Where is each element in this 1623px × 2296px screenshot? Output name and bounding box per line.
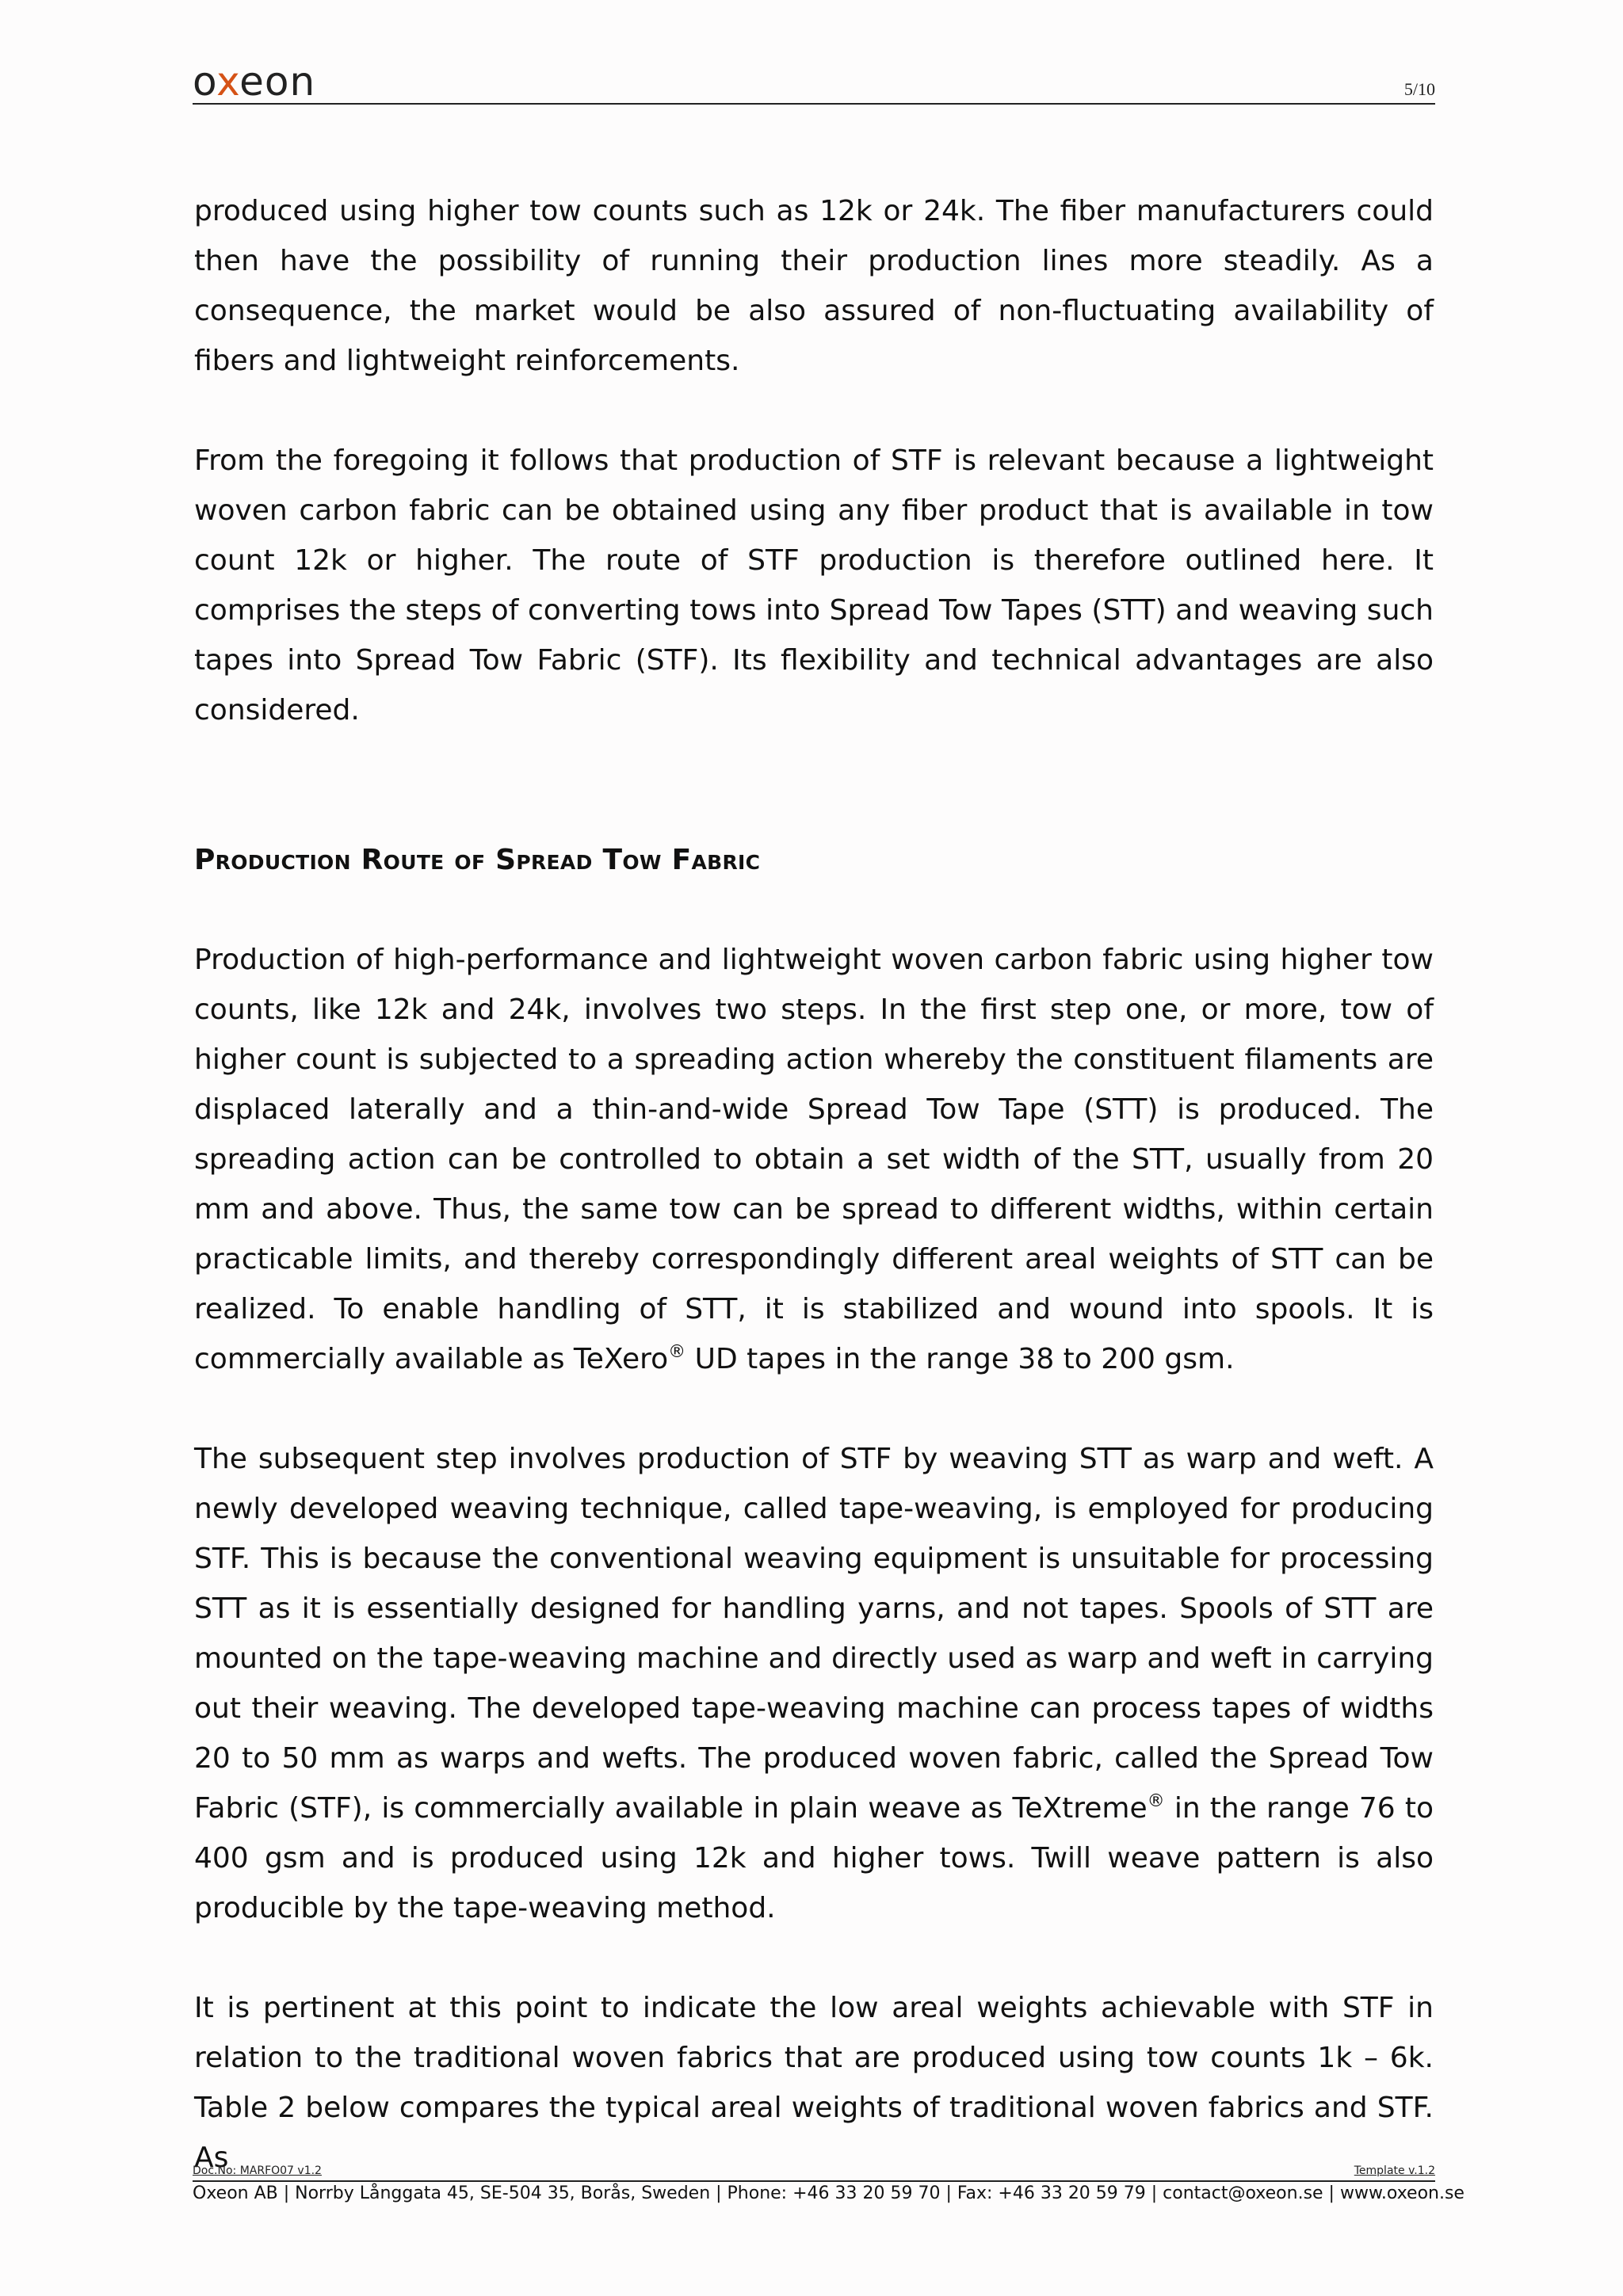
page-header bbox=[193, 59, 1435, 105]
footer-meta bbox=[193, 2164, 1435, 2182]
paragraph-4: The subsequent step involves production of STF by weaving STT as warp and weft. A newly developed weaving technique, called tape-weaving, is employed for producing STF. This is because the conventional weaving equipment is unsuitable for processing STT as it is essentially designed for handling yarns, and not tapes. Spools of STT are mounted on the tape-weaving machine and directly used as warp and weft in carrying out their weaving. The developed tape-weaving machine can process tapes of widths 20 to 50 mm as warps and wefts. The produced woven fabric, called the Spread Tow Fabric (STF), is commercially available in plain weave as TeXtreme® in the range 76 to 400 gsm and is produced using 12k and higher tows. Twill weave pattern is also producible by the tape-weaving method. bbox=[194, 1443, 1434, 1924]
paragraph-2: From the foregoing it follows that production of STF is relevant because a lightweight woven carbon fabric can be obtained using any fiber product that is available in tow count 12k or higher. The route of STF production is therefore outlined here. It comprises the steps of converting tows into Spread Tow Tapes (STT) and weaving such tapes into Spread Tow Fabric (STF). Its flexibility and technical advantages are also considered. bbox=[194, 444, 1434, 727]
document-body bbox=[194, 186, 1434, 2183]
registered-mark: ® bbox=[668, 1342, 686, 1362]
doc-number: Doc.No: MARFO07 v1.2 bbox=[193, 2164, 322, 2177]
paragraph-1: produced using higher tow counts such as 12k or 24k. The fiber manufacturers could then have the possibility of running their production lines more steadily. As a consequence, the market would be also assured of non-fluctuating availability of fibers and lightweight reinforcements. bbox=[194, 195, 1434, 377]
section-heading: Production Route of Spread Tow Fabric bbox=[194, 844, 761, 876]
footer-address: Oxeon AB | Norrby Långgata 45, SE-504 35, Borås, Sweden | Phone: +46 33 20 59 70 | Fax: +46 33 20 59 79 | contact@oxeon.se | www.oxeon.se bbox=[193, 2183, 1465, 2203]
paragraph-5: It is pertinent at this point to indicate the low areal weights achievable with STF in relation to the traditional woven fabrics that are produced using tow counts 1k – 6k. Table 2 below compares the typical areal weights of traditional woven fabrics and STF. As bbox=[194, 1992, 1434, 2174]
paragraph-3: Production of high-performance and lightweight woven carbon fabric using higher tow counts, like 12k and 24k, involves two steps. In the first step one, or more, tow of higher count is subjected to a spreading action whereby the constituent filaments are displaced laterally and a thin-and-wide Spread Tow Tape (STT) is produced. The spreading action can be controlled to obtain a set width of the STT, usually from 20 mm and above. Thus, the same tow can be spread to different widths, within certain practicable limits, and thereby correspondingly different areal weights of STT can be realized. To enable handling of STT, it is stabilized and wound into spools. It is commercially available as TeXero® UD tapes in the range 38 to 200 gsm. bbox=[194, 944, 1434, 1375]
logo-accent-x: x bbox=[216, 59, 240, 105]
registered-mark: ® bbox=[1147, 1791, 1165, 1811]
template-version: Template v.1.2 bbox=[1354, 2164, 1435, 2177]
oxeon-logo: oxeon bbox=[193, 59, 316, 105]
page-number: 5/10 bbox=[1403, 79, 1435, 99]
